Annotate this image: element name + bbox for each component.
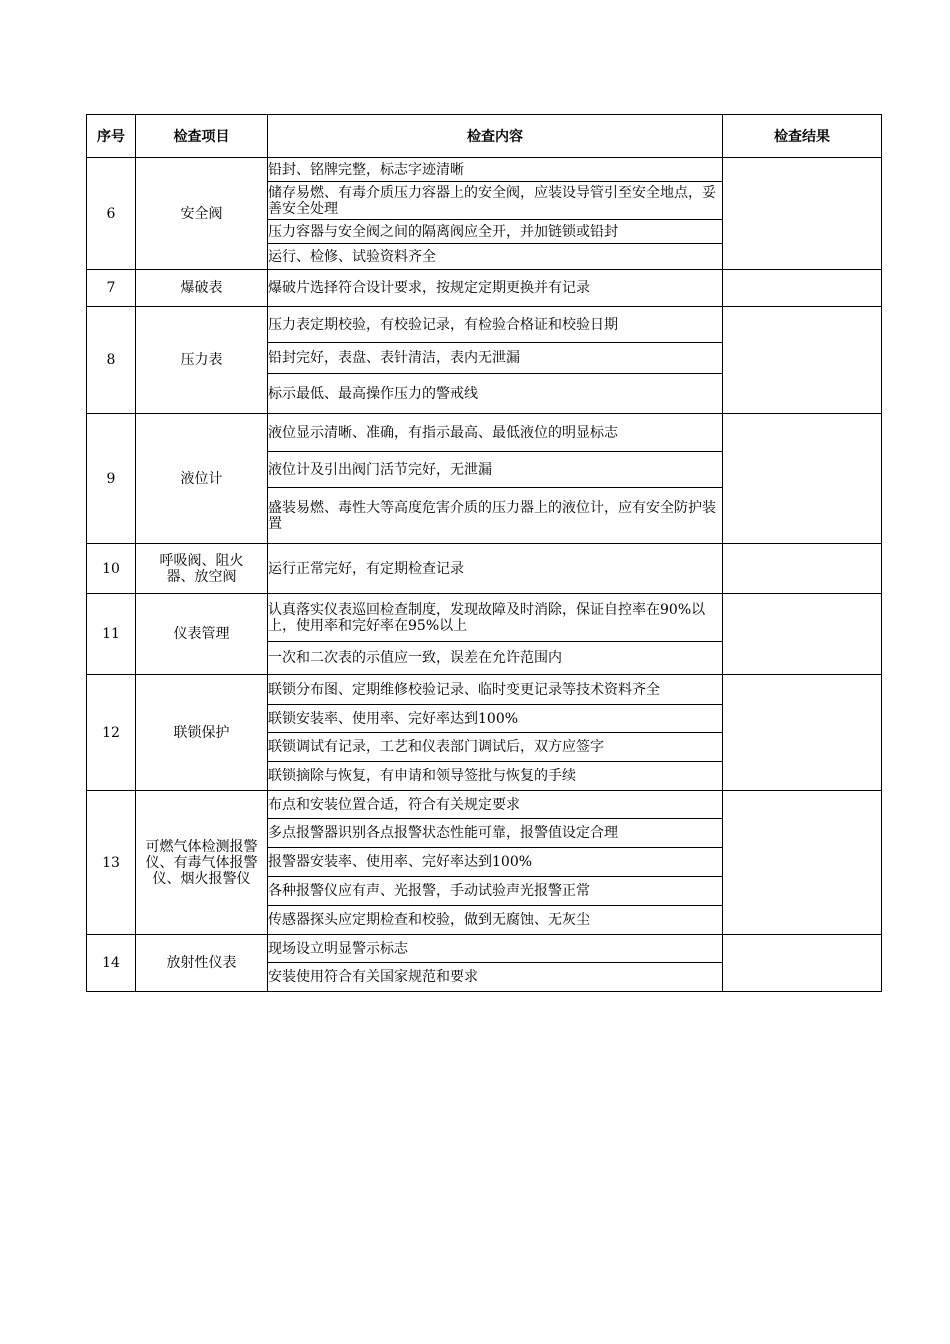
inspection-item: 仪表管理 bbox=[136, 594, 268, 675]
row-number: 14 bbox=[87, 935, 136, 992]
inspection-item: 呼吸阀、阻火器、放空阀 bbox=[136, 544, 268, 594]
inspection-item: 放射性仪表 bbox=[136, 935, 268, 992]
row-number: 13 bbox=[87, 791, 136, 935]
table-row bbox=[87, 307, 882, 343]
inspection-result-cell[interactable] bbox=[723, 935, 882, 992]
inspection-item: 爆破表 bbox=[136, 270, 268, 307]
row-number: 11 bbox=[87, 594, 136, 675]
table-row bbox=[87, 675, 882, 705]
inspection-content: 铅封完好，表盘、表针清洁，表内无泄漏 bbox=[268, 343, 723, 374]
inspection-result-cell[interactable] bbox=[723, 791, 882, 935]
inspection-content: 联锁分布图、定期维修校验记录、临时变更记录等技术资料齐全 bbox=[268, 675, 723, 705]
header-no: 序号 bbox=[87, 115, 136, 158]
inspection-content: 联锁摘除与恢复，有申请和领导签批与恢复的手续 bbox=[268, 762, 723, 791]
header-row bbox=[87, 115, 882, 158]
inspection-content: 爆破片选择符合设计要求，按规定定期更换并有记录 bbox=[268, 270, 723, 307]
inspection-content: 标示最低、最高操作压力的警戒线 bbox=[268, 374, 723, 414]
inspection-table bbox=[86, 114, 882, 992]
inspection-content: 铅封、铭牌完整，标志字迹清晰 bbox=[268, 158, 723, 182]
header-content: 检查内容 bbox=[268, 115, 723, 158]
table-row bbox=[87, 935, 882, 963]
row-number: 8 bbox=[87, 307, 136, 414]
inspection-content: 多点报警器识别各点报警状态性能可靠，报警值设定合理 bbox=[268, 819, 723, 848]
inspection-item: 联锁保护 bbox=[136, 675, 268, 791]
row-number: 10 bbox=[87, 544, 136, 594]
inspection-content: 运行、检修、试验资料齐全 bbox=[268, 244, 723, 270]
inspection-item: 液位计 bbox=[136, 414, 268, 544]
header-item: 检查项目 bbox=[136, 115, 268, 158]
inspection-content: 安装使用符合有关国家规范和要求 bbox=[268, 963, 723, 992]
inspection-content: 液位显示清晰、准确，有指示最高、最低液位的明显标志 bbox=[268, 414, 723, 452]
inspection-content: 联锁安装率、使用率、完好率达到100% bbox=[268, 705, 723, 733]
inspection-content: 布点和安装位置合适，符合有关规定要求 bbox=[268, 791, 723, 819]
inspection-content: 压力容器与安全阀之间的隔离阀应全开，并加链锁或铅封 bbox=[268, 220, 723, 244]
table-row bbox=[87, 594, 882, 642]
table-row bbox=[87, 414, 882, 452]
inspection-content: 认真落实仪表巡回检查制度，发现故障及时消除，保证自控率在90%以上，使用率和完好率在95%以上 bbox=[268, 594, 723, 642]
inspection-result-cell[interactable] bbox=[723, 675, 882, 791]
inspection-content: 盛装易燃、毒性大等高度危害介质的压力器上的液位计，应有安全防护装置 bbox=[268, 488, 723, 544]
row-number: 12 bbox=[87, 675, 136, 791]
inspection-result-cell[interactable] bbox=[723, 307, 882, 414]
header-result: 检查结果 bbox=[723, 115, 882, 158]
inspection-content: 一次和二次表的示值应一致，误差在允许范围内 bbox=[268, 642, 723, 675]
inspection-content: 各种报警仪应有声、光报警，手动试验声光报警正常 bbox=[268, 877, 723, 906]
inspection-result-cell[interactable] bbox=[723, 158, 882, 270]
inspection-content: 压力表定期校验，有校验记录，有检验合格证和校验日期 bbox=[268, 307, 723, 343]
inspection-item: 安全阀 bbox=[136, 158, 268, 270]
inspection-content: 运行正常完好，有定期检查记录 bbox=[268, 544, 723, 594]
row-number: 6 bbox=[87, 158, 136, 270]
table-row bbox=[87, 791, 882, 819]
inspection-content: 传感器探头应定期检查和校验，做到无腐蚀、无灰尘 bbox=[268, 906, 723, 935]
table-row bbox=[87, 544, 882, 594]
inspection-result-cell[interactable] bbox=[723, 414, 882, 544]
table-row bbox=[87, 158, 882, 182]
inspection-content: 报警器安装率、使用率、完好率达到100% bbox=[268, 848, 723, 877]
inspection-content: 储存易燃、有毒介质压力容器上的安全阀，应装设导管引至安全地点，妥善安全处理 bbox=[268, 182, 723, 220]
inspection-content: 液位计及引出阀门活节完好，无泄漏 bbox=[268, 452, 723, 488]
inspection-result-cell[interactable] bbox=[723, 544, 882, 594]
inspection-result-cell[interactable] bbox=[723, 270, 882, 307]
row-number: 9 bbox=[87, 414, 136, 544]
inspection-content: 现场设立明显警示标志 bbox=[268, 935, 723, 963]
inspection-item: 可燃气体检测报警仪、有毒气体报警仪、烟火报警仪 bbox=[136, 791, 268, 935]
inspection-result-cell[interactable] bbox=[723, 594, 882, 675]
inspection-content: 联锁调试有记录，工艺和仪表部门调试后，双方应签字 bbox=[268, 733, 723, 762]
inspection-item: 压力表 bbox=[136, 307, 268, 414]
table-body bbox=[87, 158, 882, 992]
row-number: 7 bbox=[87, 270, 136, 307]
table-row bbox=[87, 270, 882, 307]
